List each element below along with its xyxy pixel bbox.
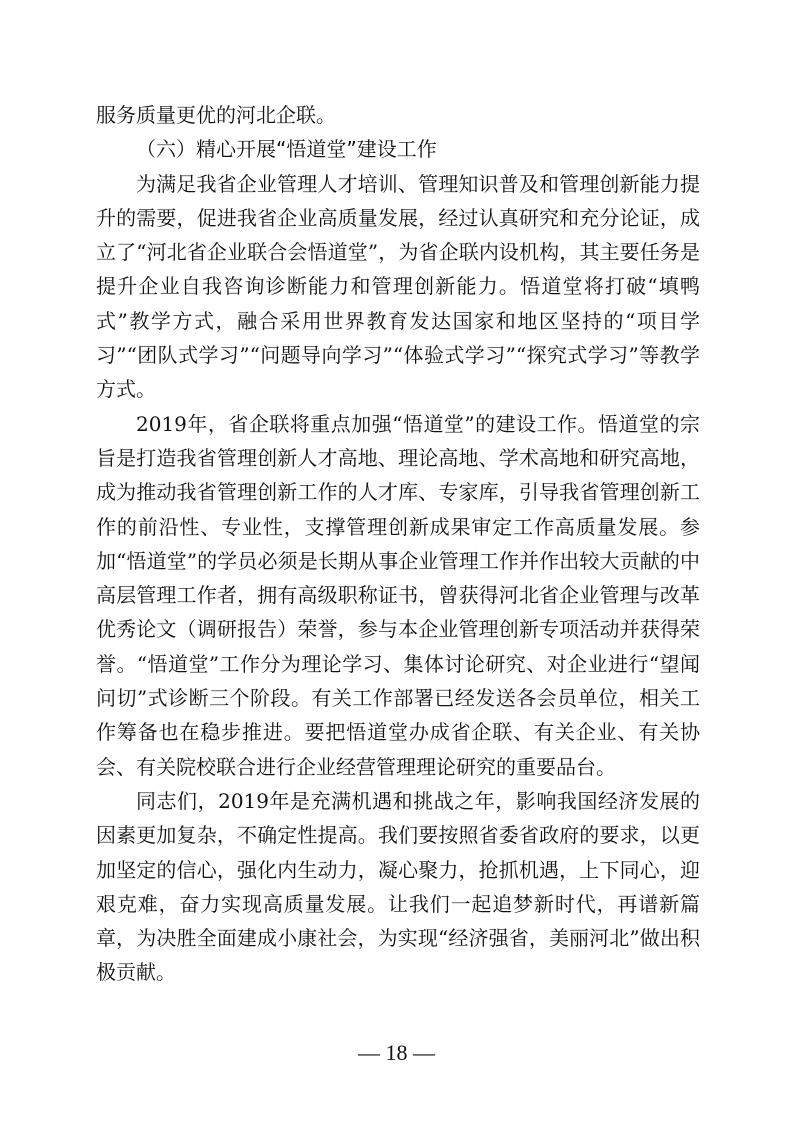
paragraph: 为满足我省企业管理人才培训、管理知识普及和管理创新能力提升的需要，促进我省企业高质量发展，经过认真研究和充分论证，成立了“河北省企业联合会悟道堂”，为省企联内设机构，其主要任务是提升企业自我咨询诊断能力和管理创新能力。悟道堂将打破“填鸭式”教学方式，融合采用世界教育发达国家和地区坚持的“项目学习”“团队式学习”“问题导向学习”“体验式学习”“探究式学习”等教学方式。 (96, 171, 700, 402)
paragraph-continuation: 服务质量更优的河北企联。 (96, 103, 336, 127)
page-number: — 18 — (358, 1040, 435, 1065)
section-heading: （六）精心开展“悟道堂”建设工作 (136, 137, 437, 162)
paragraph: 同志们，2019年是充满机遇和挑战之年，影响我国经济发展的因素更加复杂，不确定性提高。我们要按照省委省政府的要求，以更加坚定的信心，强化内生动力，凝心聚力，抢抓机遇，上下同心，迎艰克难，奋力实现高质量发展。让我们一起追梦新时代，再谱新篇章，为决胜全面建成小康社会，为实现“经济强省，美丽河北”做出积极贡献。 (96, 788, 700, 985)
body-text (96, 98, 700, 990)
paragraph: 2019年，省企联将重点加强“悟道堂”的建设工作。悟道堂的宗旨是打造我省管理创新人才高地、理论高地、学术高地和研究高地，成为推动我省管理创新工作的人才库、专家库，引导我省管理创新工作的前沿性、专业性，支撑管理创新成果审定工作高质量发展。参加“悟道堂”的学员必须是长期从事企业管理工作并作出较大贡献的中高层管理工作者，拥有高级职称证书，曾获得河北省企业管理与改革优秀论文（调研报告）荣誉，参与本企业管理创新专项活动并获得荣誉。“悟道堂”工作分为理论学习、集体讨论研究、对企业进行“望闻问切”式诊断三个阶段。有关工作部署已经发送各会员单位，相关工作筹备也在稳步推进。要把悟道堂办成省企联、有关企业、有关协会、有关院校联合进行企业经营管理理论研究的重要品台。 (96, 411, 700, 779)
